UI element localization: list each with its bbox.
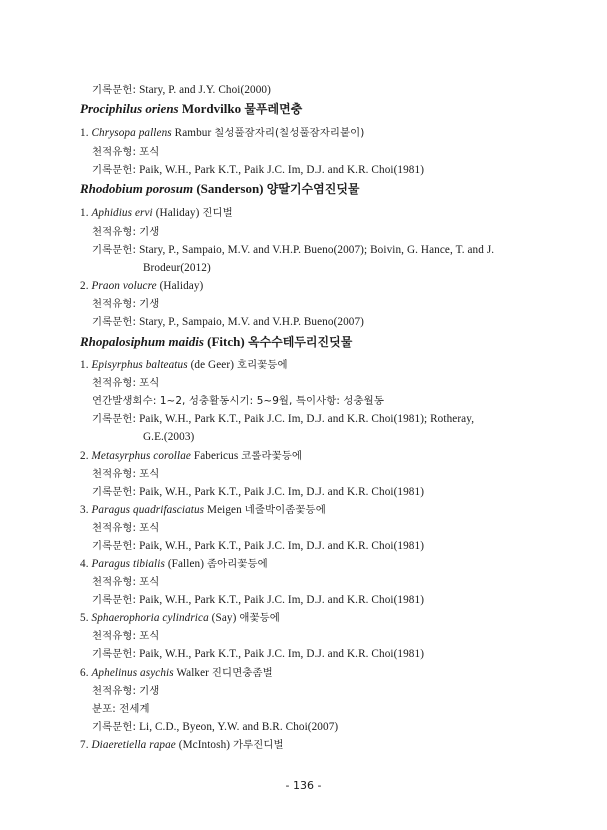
reference-line xyxy=(92,539,424,553)
enemy-entry xyxy=(80,503,326,517)
type-label: 천적유형: xyxy=(92,522,137,534)
reference-text: G.E.(2003) xyxy=(143,431,195,443)
enemy-author: (McIntosh) xyxy=(178,739,231,751)
enemy-korean-name: 좀아리꽃등에 xyxy=(206,558,268,570)
type-value: 기생 xyxy=(139,298,160,310)
reference-text: Stary, P., Sampaio, M.V. and V.H.P. Bueno(2007) xyxy=(139,316,364,328)
enemy-type-line xyxy=(92,575,159,589)
entry-number: 4. xyxy=(80,558,89,570)
reference-text: Paik, W.H., Park K.T., Paik J.C. Im, D.J. and K.R. Choi(1981) xyxy=(139,164,425,176)
enemy-korean-name: 애꽃등에 xyxy=(239,612,280,624)
reference-label: 기록문헌: xyxy=(92,84,137,96)
enemy-scientific-name: Episyrphus balteatus xyxy=(91,359,188,371)
reference-line xyxy=(92,412,474,426)
enemy-entry xyxy=(80,358,288,372)
type-value: 포식 xyxy=(139,630,160,642)
enemy-author: Walker xyxy=(176,667,210,679)
type-value: 포식 xyxy=(139,146,160,158)
entry-number: 1. xyxy=(80,207,89,219)
enemy-type-line xyxy=(92,225,159,239)
enemy-korean-name: 코롤라꽃등에 xyxy=(241,450,303,462)
enemy-scientific-name: Aphelinus asychis xyxy=(91,667,174,679)
reference-text: Paik, W.H., Park K.T., Paik J.C. Im, D.J. and K.R. Choi(1981); Rotheray, xyxy=(139,413,475,425)
reference-text: Brodeur(2012) xyxy=(143,262,211,274)
enemy-entry xyxy=(80,279,203,293)
reference-label: 기록문헌: xyxy=(92,164,137,176)
entry-number: 2. xyxy=(80,280,89,292)
reference-text: Paik, W.H., Park K.T., Paik J.C. Im, D.J. and K.R. Choi(1981) xyxy=(139,648,425,660)
reference-line xyxy=(92,720,338,734)
reference-line xyxy=(92,485,424,499)
species-scientific-name: Rhodobium porosum xyxy=(80,181,194,196)
entry-number: 7. xyxy=(80,739,89,751)
enemy-korean-name: 가루진디벌 xyxy=(233,739,284,751)
entry-number: 3. xyxy=(80,504,89,516)
species-author: Mordvilko xyxy=(181,101,242,116)
enemy-korean-name: 진디벌 xyxy=(202,207,233,219)
type-value: 포식 xyxy=(139,377,160,389)
enemy-author: (de Geer) xyxy=(190,359,235,371)
reference-label: 기록문헌: xyxy=(92,648,137,660)
reference-text: Paik, W.H., Park K.T., Paik J.C. Im, D.J. and K.R. Choi(1981) xyxy=(139,486,425,498)
reference-label: 기록문헌: xyxy=(92,540,137,552)
enemy-scientific-name: Sphaerophoria cylindrica xyxy=(91,612,209,624)
enemy-type-line xyxy=(92,297,159,311)
reference-continuation xyxy=(143,430,194,444)
enemy-scientific-name: Metasyrphus corollae xyxy=(91,450,191,462)
type-value: 포식 xyxy=(139,468,160,480)
enemy-entry xyxy=(80,557,268,571)
type-label: 천적유형: xyxy=(92,226,137,238)
reference-line xyxy=(92,315,364,329)
page-number: - 136 - xyxy=(285,779,322,792)
type-label: 천적유형: xyxy=(92,576,137,588)
enemy-extra-info: 연간발생회수: 1~2, 성충활동시기: 5~9월, 특이사항: 성충월동 xyxy=(92,395,384,407)
enemy-type-line xyxy=(92,629,159,643)
enemy-entry xyxy=(80,738,284,752)
species-author: (Sanderson) xyxy=(196,181,264,196)
reference-text: Li, C.D., Byeon, Y.W. and B.R. Choi(2007) xyxy=(139,721,339,733)
enemy-entry xyxy=(80,666,273,680)
type-value: 기생 xyxy=(139,226,160,238)
enemy-author: (Haliday) xyxy=(159,280,204,292)
reference-label: 기록문헌: xyxy=(92,244,137,256)
reference-label: 기록문헌: xyxy=(92,486,137,498)
type-value: 포식 xyxy=(139,576,160,588)
species-korean-name: 옥수수테두리진딧물 xyxy=(247,335,353,349)
enemy-type-line xyxy=(92,376,159,390)
type-label: 천적유형: xyxy=(92,630,137,642)
enemy-scientific-name: Paragus tibialis xyxy=(91,558,165,570)
type-label: 천적유형: xyxy=(92,468,137,480)
entry-number: 6. xyxy=(80,667,89,679)
type-value: 포식 xyxy=(139,522,160,534)
enemy-entry xyxy=(80,206,233,220)
enemy-author: (Haliday) xyxy=(155,207,200,219)
enemy-author: Fabericus xyxy=(193,450,239,462)
enemy-korean-name: 진디면충좀벌 xyxy=(211,667,273,679)
reference-text: Paik, W.H., Park K.T., Paik J.C. Im, D.J. and K.R. Choi(1981) xyxy=(139,540,425,552)
enemy-author: Rambur xyxy=(174,127,212,139)
enemy-author: (Fallen) xyxy=(167,558,205,570)
reference-continuation xyxy=(143,261,211,275)
enemy-entry xyxy=(80,126,364,140)
type-label: 천적유형: xyxy=(92,685,137,697)
reference-label: 기록문헌: xyxy=(92,594,137,606)
species-heading xyxy=(80,101,302,117)
type-label: 천적유형: xyxy=(92,298,137,310)
enemy-extra-info: 분포: 전세계 xyxy=(92,703,150,715)
enemy-korean-name: 네줄박이좀꽃등에 xyxy=(244,504,326,516)
reference-line xyxy=(92,647,424,661)
enemy-author: Meigen xyxy=(207,504,242,516)
enemy-scientific-name: Diaeretiella rapae xyxy=(91,739,176,751)
species-heading xyxy=(80,181,360,197)
species-author: (Fitch) xyxy=(207,334,245,349)
type-label: 천적유형: xyxy=(92,146,137,158)
species-korean-name: 물푸레면충 xyxy=(244,102,303,116)
reference-text: Paik, W.H., Park K.T., Paik J.C. Im, D.J. and K.R. Choi(1981) xyxy=(139,594,425,606)
entry-number: 1. xyxy=(80,359,89,371)
enemy-scientific-name: Chrysopa pallens xyxy=(91,127,172,139)
species-heading xyxy=(80,334,352,350)
species-scientific-name: Prociphilus oriens xyxy=(80,101,179,116)
entry-number: 1. xyxy=(80,127,89,139)
enemy-scientific-name: Aphidius ervi xyxy=(91,207,153,219)
reference-label: 기록문헌: xyxy=(92,316,137,328)
type-label: 천적유형: xyxy=(92,377,137,389)
entry-number: 2. xyxy=(80,450,89,462)
enemy-type-line xyxy=(92,467,159,481)
enemy-entry xyxy=(80,611,280,625)
species-korean-name: 양딸기수염진딧물 xyxy=(266,182,360,196)
reference-text: Stary, P., Sampaio, M.V. and V.H.P. Bueno(2007); Boivin, G. Hance, T. and J. xyxy=(139,244,495,256)
reference-line xyxy=(92,163,424,177)
species-scientific-name: Rhopalosiphum maidis xyxy=(80,334,204,349)
enemy-scientific-name: Praon volucre xyxy=(91,280,157,292)
reference-label: 기록문헌: xyxy=(92,721,137,733)
enemy-korean-name: 칠성풀잠자리(칠성풀잠자리붙이) xyxy=(214,127,365,139)
reference-line xyxy=(92,83,271,97)
enemy-korean-name: 호리꽃등에 xyxy=(236,359,288,371)
enemy-type-line xyxy=(92,145,159,159)
reference-line xyxy=(92,243,494,257)
reference-line xyxy=(92,593,424,607)
reference-label: 기록문헌: xyxy=(92,413,137,425)
enemy-author: (Say) xyxy=(211,612,237,624)
reference-text: Stary, P. and J.Y. Choi(2000) xyxy=(139,84,271,96)
entry-number: 5. xyxy=(80,612,89,624)
enemy-entry xyxy=(80,449,302,463)
enemy-type-line xyxy=(92,521,159,535)
enemy-scientific-name: Paragus quadrifasciatus xyxy=(91,504,205,516)
enemy-type-line xyxy=(92,684,159,698)
type-value: 기생 xyxy=(139,685,160,697)
